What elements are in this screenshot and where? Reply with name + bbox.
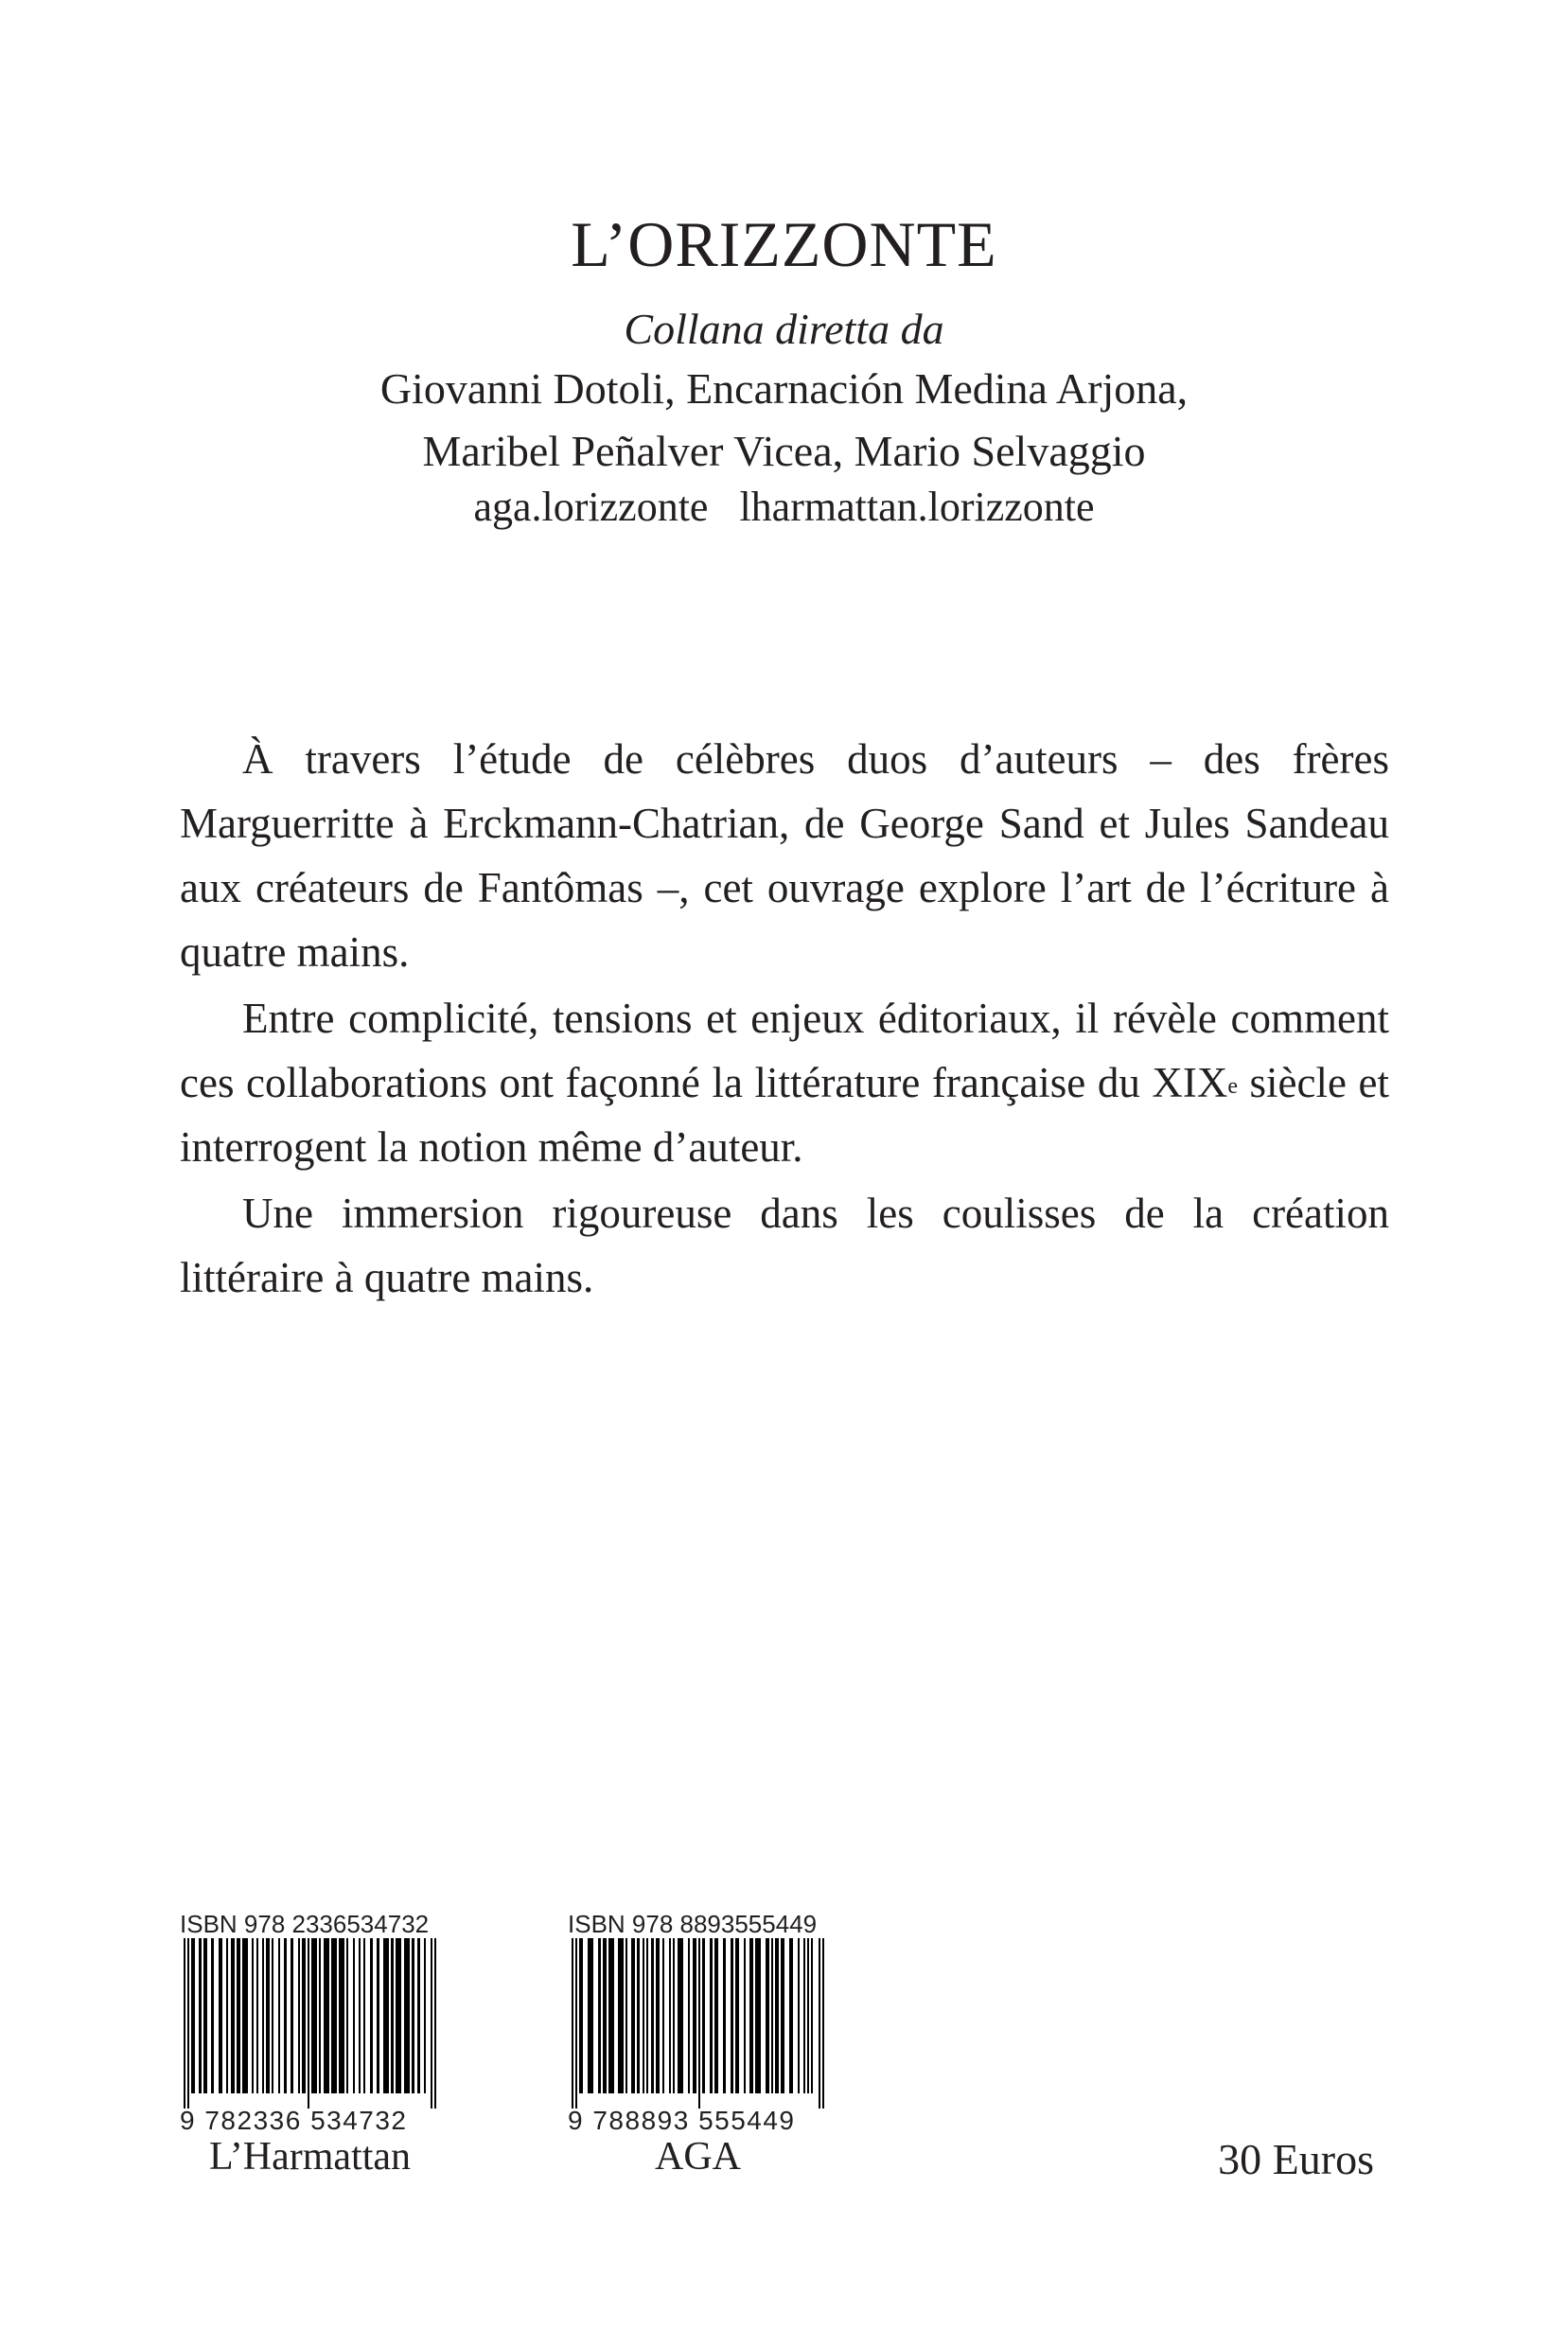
- barcode-bar: [755, 1938, 761, 2093]
- social-handles: [0, 481, 1568, 534]
- barcode-bar: [572, 1938, 573, 2109]
- barcode-bar: [311, 1938, 317, 2093]
- barcode-bar: [618, 1938, 624, 2093]
- barcode-bar: [744, 1938, 746, 2093]
- barcode-bar: [278, 1938, 280, 2093]
- barcode-bar: [735, 1938, 739, 2093]
- editors-line-2: Maribel Peñalver Vicea, Mario Selvaggio: [422, 427, 1146, 475]
- barcode-bar: [226, 1938, 228, 2093]
- barcode-bar: [588, 1938, 593, 2093]
- barcode-bar: [775, 1938, 779, 2093]
- barcode-bar: [631, 1938, 635, 2093]
- barcode-bar: [662, 1938, 664, 2093]
- barcode-bar: [237, 1938, 240, 2093]
- barcode-bar: [412, 1938, 414, 2093]
- barcode-bar: [308, 1938, 309, 2109]
- barcode-bar: [625, 1938, 627, 2093]
- barcode-bar: [698, 1938, 700, 2109]
- barcode-bar: [187, 1938, 189, 2109]
- barcode-bar: [262, 1938, 264, 2093]
- barcode-bar: [191, 1938, 195, 2093]
- barcode-bar: [231, 1938, 235, 2093]
- barcode-bar: [803, 1938, 805, 2093]
- barcode-bar: [353, 1938, 355, 2093]
- blurb-paragraph-2-end: siècle et interrogent la notion même d’auteur.: [180, 1059, 1389, 1171]
- barcode-bar: [184, 1938, 185, 2109]
- price: 30 Euros: [1218, 2135, 1374, 2183]
- barcode-bar: [673, 1938, 675, 2093]
- isbn-label: ISBN 978 8893555449: [568, 1910, 818, 1938]
- barcode-bar: [431, 1938, 432, 2109]
- barcode-bar: [291, 1938, 293, 2093]
- barcode-bar: [396, 1938, 401, 2093]
- barcode-bar: [637, 1938, 640, 2093]
- barcode-harmattan: [180, 1910, 440, 2135]
- barcode-bar: [766, 1938, 769, 2093]
- barcode-bars: [568, 1938, 828, 2109]
- barcode-bar: [417, 1938, 420, 2093]
- barcode-bar: [575, 1938, 577, 2109]
- barcode-bar: [252, 1938, 254, 2093]
- barcode-bar: [319, 1938, 321, 2093]
- barcode-bar: [723, 1938, 726, 2093]
- barcode-bar: [749, 1938, 753, 2093]
- social-handle-aga: aga.lorizzonte: [473, 484, 709, 530]
- barcode-bar: [272, 1938, 273, 2093]
- back-cover-blurb: [180, 727, 1389, 1310]
- barcode-bar: [219, 1938, 222, 2093]
- barcode-bar: [771, 1938, 773, 2093]
- publisher-name: AGA: [655, 2135, 741, 2179]
- barcode-bar: [646, 1938, 648, 2093]
- blurb-paragraph-2-start: Entre complicité, tensions et enjeux éditoriaux, il révèle comment ces collaborations ont façonné la littérature française du XIX: [180, 995, 1389, 1106]
- barcode-bar: [404, 1938, 410, 2093]
- editors-line-1: Giovanni Dotoli, Encarnación Medina Arjona,: [379, 364, 1189, 413]
- barcode-bar: [651, 1938, 654, 2093]
- barcode-bar: [669, 1938, 671, 2093]
- series-title: L’ORIZZONTE: [571, 208, 997, 280]
- barcode-bar: [377, 1938, 379, 2093]
- directed-by-label: Collana diretta da: [624, 305, 944, 353]
- barcode-digits: 9 788893 555449: [568, 2106, 796, 2135]
- blurb-paragraph-2: [180, 986, 1389, 1179]
- barcode-bar: [211, 1938, 214, 2093]
- barcode-bar: [688, 1938, 690, 2093]
- barcode-bar: [331, 1938, 337, 2093]
- isbn-label: ISBN 978 2336534732: [180, 1910, 430, 1938]
- barcode-bars: [180, 1938, 440, 2109]
- blurb-paragraph-3: Une immersion rigoureuse dans les coulisses de la création littéraire à quatre mains.: [180, 1190, 1389, 1301]
- barcode-bar: [298, 1938, 300, 2093]
- barcode-bar: [807, 1938, 809, 2093]
- barcode-bar: [702, 1938, 705, 2093]
- barcode-bar: [710, 1938, 713, 2093]
- barcode-bar: [339, 1938, 344, 2093]
- barcode-digits: 9 782336 534732: [180, 2106, 408, 2135]
- barcode-bar: [781, 1938, 784, 2093]
- barcode-aga: [568, 1910, 828, 2135]
- barcode-bar: [242, 1938, 248, 2093]
- barcode-bar: [608, 1938, 614, 2093]
- publisher-name: L’Harmattan: [208, 2135, 412, 2179]
- barcode-bar: [302, 1938, 306, 2093]
- barcode-bar: [383, 1938, 389, 2093]
- century-superscript: e: [1227, 1074, 1238, 1099]
- barcode-bar: [391, 1938, 394, 2093]
- barcode-bar: [370, 1938, 373, 2093]
- barcode-bar: [359, 1938, 361, 2093]
- barcode-bar: [256, 1938, 258, 2093]
- barcode-bar: [363, 1938, 365, 2093]
- blurb-paragraph-1: À travers l’étude de célèbres duos d’auteurs – des frères Marguerritte à Erckmann-Chatrian, de George Sand et Jules Sandeau aux créateurs de Fantômas –, cet ouvrage explore l’art de l’écriture à quatre mains.: [180, 735, 1389, 976]
- barcode-bar: [324, 1938, 329, 2093]
- barcode-bar: [424, 1938, 426, 2093]
- barcode-bar: [346, 1938, 348, 2093]
- barcode-bar: [199, 1938, 202, 2093]
- barcode-bar: [731, 1938, 733, 2093]
- barcode-bar: [693, 1938, 696, 2093]
- barcode-bar: [798, 1938, 800, 2093]
- editors-list: [0, 358, 1568, 483]
- barcode-bar: [822, 1938, 824, 2109]
- barcode-bar: [579, 1938, 583, 2093]
- barcode-bar: [266, 1938, 270, 2093]
- barcode-bar: [643, 1938, 644, 2093]
- barcode-bar: [811, 1938, 813, 2093]
- social-handle-harmattan: lharmattan.lorizzonte: [739, 484, 1095, 530]
- barcode-bar: [434, 1938, 436, 2109]
- barcode-bar: [284, 1938, 287, 2093]
- barcode-bar: [656, 1938, 660, 2093]
- barcode-bar: [819, 1938, 820, 2109]
- barcode-bar: [678, 1938, 683, 2093]
- barcode-bar: [603, 1938, 607, 2093]
- barcode-bar: [598, 1938, 601, 2093]
- barcode-bar: [714, 1938, 718, 2093]
- barcode-bar: [203, 1938, 207, 2093]
- barcode-bar: [789, 1938, 793, 2093]
